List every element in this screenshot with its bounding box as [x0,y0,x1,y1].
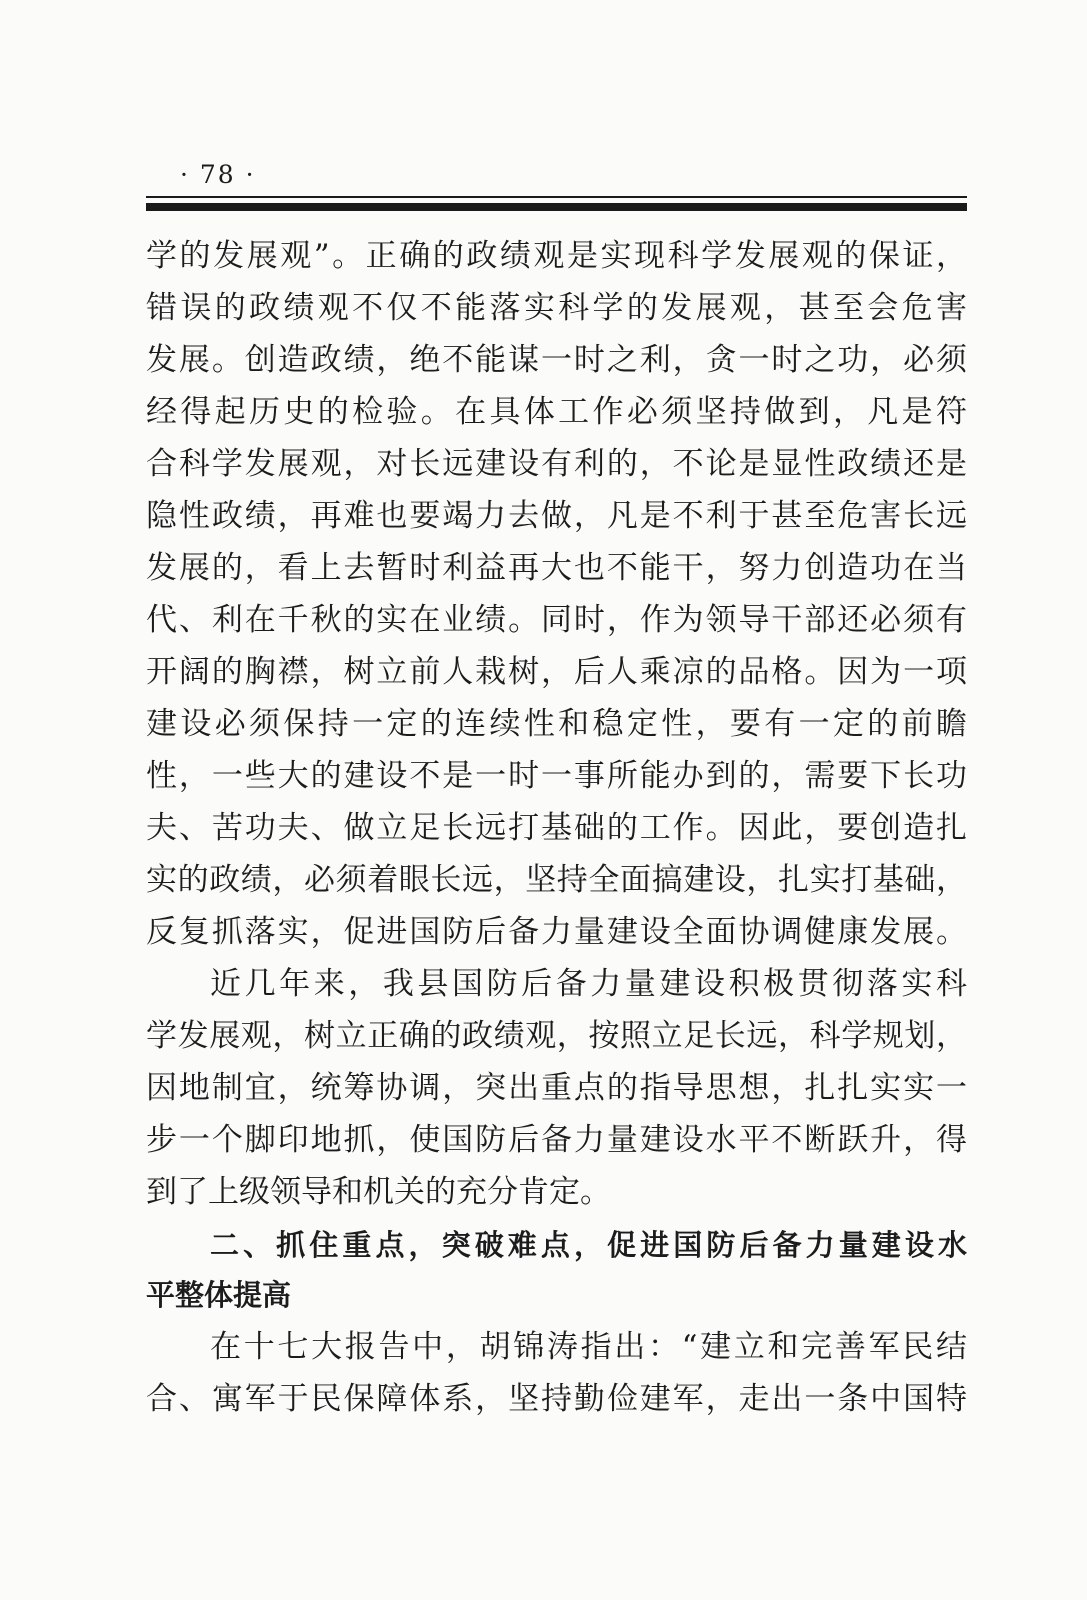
text-line: 夫、苦功夫、做立足长远打基础的工作。因此，要创造扎 [146,810,967,846]
text-line: 在十七大报告中，胡锦涛指出：“建立和完善军民结 [210,1329,967,1365]
text-line: 错误的政绩观不仅不能落实科学的发展观，甚至会危害 [146,290,967,326]
text-line: 发展。创造政绩，绝不能谋一时之利，贪一时之功，必须 [146,342,967,378]
section-heading: 二、抓住重点，突破难点，促进国防后备力量建设水 [210,1228,967,1262]
page-number: · 78 · [180,160,256,189]
text-line: 开阔的胸襟，树立前人栽树，后人乘凉的品格。因为一项 [146,654,967,690]
text-line: 步一个脚印地抓，使国防后备力量建设水平不断跃升，得 [146,1122,967,1158]
text-line: 发展的，看上去暂时利益再大也不能干，努力创造功在当 [146,550,967,586]
text-line: 代、利在千秋的实在业绩。同时，作为领导干部还必须有 [146,602,967,638]
text-line: 反复抓落实，促进国防后备力量建设全面协调健康发展。 [146,914,967,950]
text-line: 合、寓军于民保障体系，坚持勤俭建军，走出一条中国特 [146,1381,967,1417]
text-line: 到了上级领导和机关的充分肯定。 [146,1174,611,1210]
text-line: 学发展观，树立正确的政绩观，按照立足长远，科学规划， [146,1018,967,1054]
section-heading: 平整体提高 [146,1278,292,1312]
text-line: 因地制宜，统筹协调，突出重点的指导思想，扎扎实实一 [146,1070,967,1106]
text-line: 近几年来，我县国防后备力量建设积极贯彻落实科 [210,966,967,1002]
text-line: 合科学发展观，对长远建设有利的，不论是显性政绩还是 [146,446,967,482]
text-line: 隐性政绩，再难也要竭力去做，凡是不利于甚至危害长远 [146,498,967,534]
text-line: 实的政绩，必须着眼长远，坚持全面搞建设，扎实打基础， [146,862,967,898]
text-line: 学的发展观”。正确的政绩观是实现科学发展观的保证， [146,238,967,274]
text-line: 建设必须保持一定的连续性和稳定性，要有一定的前瞻 [146,706,967,742]
text-line: 性，一些大的建设不是一时一事所能办到的，需要下长功 [146,758,967,794]
text-line: 经得起历史的检验。在具体工作必须坚持做到，凡是符 [146,394,967,430]
header-rule-thin [146,196,967,198]
header-rule-thick [146,203,967,211]
